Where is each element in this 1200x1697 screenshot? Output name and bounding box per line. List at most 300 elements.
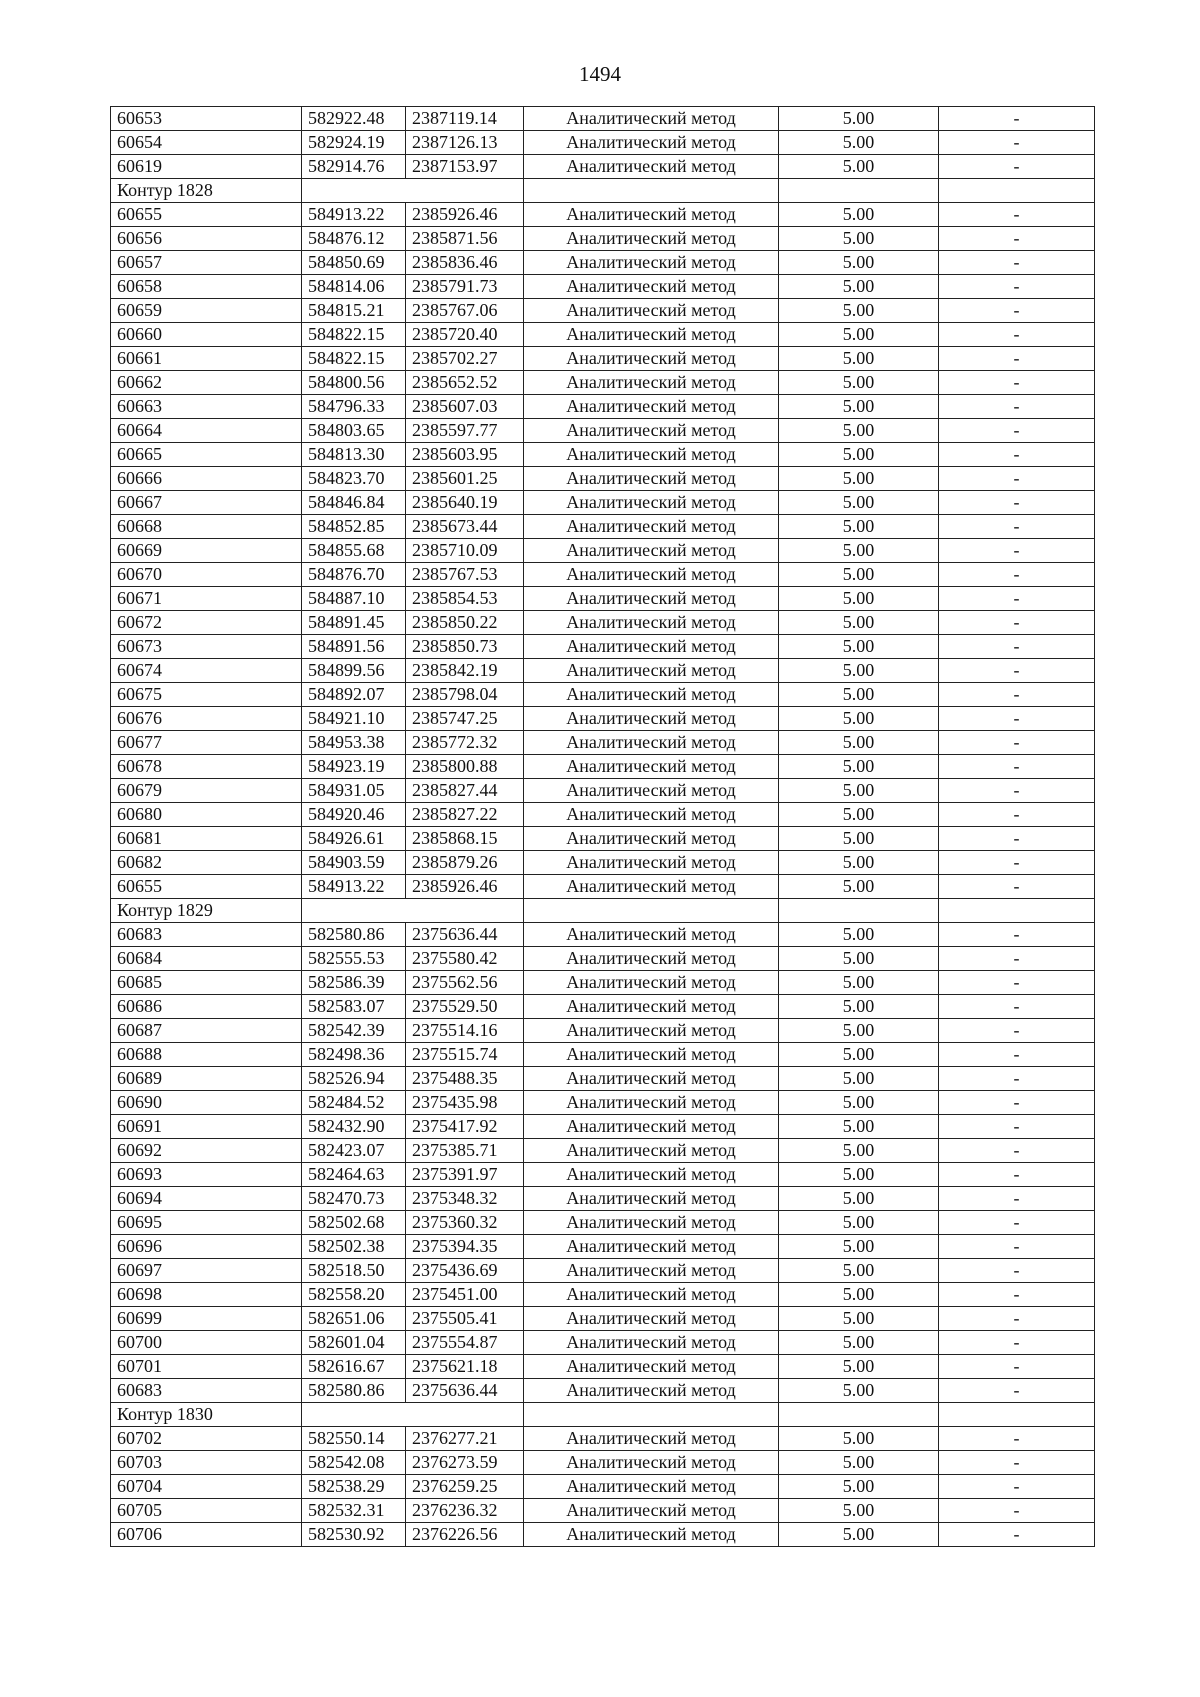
note-cell: -: [939, 1235, 1095, 1259]
point-id-cell: 60663: [111, 395, 302, 419]
point-id-cell: 60681: [111, 827, 302, 851]
method-cell: Аналитический метод: [524, 251, 779, 275]
point-id-cell: 60698: [111, 1283, 302, 1307]
empty-cell: [302, 1403, 524, 1427]
accuracy-cell: 5.00: [779, 1211, 939, 1235]
method-cell: Аналитический метод: [524, 851, 779, 875]
method-cell: Аналитический метод: [524, 467, 779, 491]
table-row: [111, 1115, 1095, 1139]
y-coordinate-cell: 2385926.46: [406, 875, 524, 899]
y-coordinate-cell: 2375529.50: [406, 995, 524, 1019]
y-coordinate-cell: 2375488.35: [406, 1067, 524, 1091]
table-row: [111, 1211, 1095, 1235]
accuracy-cell: 5.00: [779, 1187, 939, 1211]
x-coordinate-cell: 582464.63: [302, 1163, 406, 1187]
table-row: [111, 779, 1095, 803]
x-coordinate-cell: 584815.21: [302, 299, 406, 323]
accuracy-cell: 5.00: [779, 659, 939, 683]
table-row: [111, 1451, 1095, 1475]
accuracy-cell: 5.00: [779, 683, 939, 707]
table-row: [111, 371, 1095, 395]
table-row: [111, 995, 1095, 1019]
method-cell: Аналитический метод: [524, 1211, 779, 1235]
method-cell: Аналитический метод: [524, 1379, 779, 1403]
table-row: [111, 1067, 1095, 1091]
x-coordinate-cell: 582616.67: [302, 1355, 406, 1379]
y-coordinate-cell: 2385791.73: [406, 275, 524, 299]
x-coordinate-cell: 582914.76: [302, 155, 406, 179]
method-cell: Аналитический метод: [524, 1235, 779, 1259]
point-id-cell: 60695: [111, 1211, 302, 1235]
accuracy-cell: 5.00: [779, 1283, 939, 1307]
y-coordinate-cell: 2385926.46: [406, 203, 524, 227]
y-coordinate-cell: 2385827.44: [406, 779, 524, 803]
accuracy-cell: 5.00: [779, 155, 939, 179]
point-id-cell: 60658: [111, 275, 302, 299]
method-cell: Аналитический метод: [524, 515, 779, 539]
method-cell: Аналитический метод: [524, 1307, 779, 1331]
y-coordinate-cell: 2385842.19: [406, 659, 524, 683]
note-cell: -: [939, 275, 1095, 299]
accuracy-cell: 5.00: [779, 1379, 939, 1403]
note-cell: -: [939, 155, 1095, 179]
note-cell: -: [939, 131, 1095, 155]
method-cell: Аналитический метод: [524, 1499, 779, 1523]
y-coordinate-cell: 2376226.56: [406, 1523, 524, 1547]
accuracy-cell: 5.00: [779, 1523, 939, 1547]
empty-cell: [939, 899, 1095, 923]
accuracy-cell: 5.00: [779, 131, 939, 155]
accuracy-cell: 5.00: [779, 251, 939, 275]
y-coordinate-cell: 2375621.18: [406, 1355, 524, 1379]
note-cell: -: [939, 323, 1095, 347]
y-coordinate-cell: 2375360.32: [406, 1211, 524, 1235]
accuracy-cell: 5.00: [779, 851, 939, 875]
coordinates-table-body: [111, 107, 1095, 1547]
point-id-cell: 60666: [111, 467, 302, 491]
method-cell: Аналитический метод: [524, 563, 779, 587]
note-cell: -: [939, 611, 1095, 635]
y-coordinate-cell: 2387153.97: [406, 155, 524, 179]
table-row: [111, 443, 1095, 467]
table-row: [111, 107, 1095, 131]
x-coordinate-cell: 582924.19: [302, 131, 406, 155]
note-cell: -: [939, 683, 1095, 707]
note-cell: -: [939, 395, 1095, 419]
x-coordinate-cell: 584913.22: [302, 203, 406, 227]
point-id-cell: 60686: [111, 995, 302, 1019]
y-coordinate-cell: 2375451.00: [406, 1283, 524, 1307]
method-cell: Аналитический метод: [524, 755, 779, 779]
note-cell: -: [939, 851, 1095, 875]
accuracy-cell: 5.00: [779, 947, 939, 971]
x-coordinate-cell: 584892.07: [302, 683, 406, 707]
point-id-cell: 60680: [111, 803, 302, 827]
accuracy-cell: 5.00: [779, 923, 939, 947]
note-cell: -: [939, 467, 1095, 491]
x-coordinate-cell: 582583.07: [302, 995, 406, 1019]
contour-label: Контур 1828: [111, 179, 302, 203]
table-row: [111, 1307, 1095, 1331]
point-id-cell: 60654: [111, 131, 302, 155]
table-row: [111, 971, 1095, 995]
x-coordinate-cell: 582432.90: [302, 1115, 406, 1139]
y-coordinate-cell: 2385710.09: [406, 539, 524, 563]
x-coordinate-cell: 582538.29: [302, 1475, 406, 1499]
empty-cell: [939, 179, 1095, 203]
empty-cell: [939, 1403, 1095, 1427]
method-cell: Аналитический метод: [524, 1091, 779, 1115]
note-cell: -: [939, 203, 1095, 227]
accuracy-cell: 5.00: [779, 1475, 939, 1499]
x-coordinate-cell: 582518.50: [302, 1259, 406, 1283]
note-cell: -: [939, 1499, 1095, 1523]
y-coordinate-cell: 2385652.52: [406, 371, 524, 395]
point-id-cell: 60677: [111, 731, 302, 755]
method-cell: Аналитический метод: [524, 587, 779, 611]
note-cell: -: [939, 515, 1095, 539]
accuracy-cell: 5.00: [779, 1259, 939, 1283]
note-cell: -: [939, 1019, 1095, 1043]
note-cell: -: [939, 1379, 1095, 1403]
y-coordinate-cell: 2375554.87: [406, 1331, 524, 1355]
method-cell: Аналитический метод: [524, 323, 779, 347]
point-id-cell: 60660: [111, 323, 302, 347]
y-coordinate-cell: 2375391.97: [406, 1163, 524, 1187]
method-cell: Аналитический метод: [524, 131, 779, 155]
x-coordinate-cell: 582580.86: [302, 1379, 406, 1403]
note-cell: -: [939, 419, 1095, 443]
x-coordinate-cell: 584953.38: [302, 731, 406, 755]
x-coordinate-cell: 584920.46: [302, 803, 406, 827]
accuracy-cell: 5.00: [779, 323, 939, 347]
note-cell: -: [939, 347, 1095, 371]
point-id-cell: 60688: [111, 1043, 302, 1067]
y-coordinate-cell: 2385836.46: [406, 251, 524, 275]
note-cell: -: [939, 707, 1095, 731]
x-coordinate-cell: 584852.85: [302, 515, 406, 539]
note-cell: -: [939, 1475, 1095, 1499]
y-coordinate-cell: 2375515.74: [406, 1043, 524, 1067]
note-cell: -: [939, 1091, 1095, 1115]
y-coordinate-cell: 2375385.71: [406, 1139, 524, 1163]
accuracy-cell: 5.00: [779, 875, 939, 899]
note-cell: -: [939, 971, 1095, 995]
y-coordinate-cell: 2385603.95: [406, 443, 524, 467]
point-id-cell: 60675: [111, 683, 302, 707]
table-row: [111, 155, 1095, 179]
table-row: [111, 323, 1095, 347]
y-coordinate-cell: 2385868.15: [406, 827, 524, 851]
table-row: [111, 395, 1095, 419]
note-cell: -: [939, 731, 1095, 755]
table-row: [111, 755, 1095, 779]
table-row: [111, 1475, 1095, 1499]
table-row: [111, 1523, 1095, 1547]
y-coordinate-cell: 2375417.92: [406, 1115, 524, 1139]
point-id-cell: 60676: [111, 707, 302, 731]
note-cell: -: [939, 1187, 1095, 1211]
method-cell: Аналитический метод: [524, 947, 779, 971]
accuracy-cell: 5.00: [779, 1427, 939, 1451]
table-row: [111, 1283, 1095, 1307]
x-coordinate-cell: 584876.12: [302, 227, 406, 251]
table-row: [111, 683, 1095, 707]
x-coordinate-cell: 582601.04: [302, 1331, 406, 1355]
method-cell: Аналитический метод: [524, 971, 779, 995]
point-id-cell: 60699: [111, 1307, 302, 1331]
method-cell: Аналитический метод: [524, 1427, 779, 1451]
point-id-cell: 60669: [111, 539, 302, 563]
accuracy-cell: 5.00: [779, 827, 939, 851]
accuracy-cell: 5.00: [779, 419, 939, 443]
x-coordinate-cell: 584822.15: [302, 347, 406, 371]
point-id-cell: 60700: [111, 1331, 302, 1355]
table-row: [111, 611, 1095, 635]
note-cell: -: [939, 1427, 1095, 1451]
point-id-cell: 60679: [111, 779, 302, 803]
note-cell: -: [939, 923, 1095, 947]
accuracy-cell: 5.00: [779, 1451, 939, 1475]
accuracy-cell: 5.00: [779, 539, 939, 563]
point-id-cell: 60656: [111, 227, 302, 251]
table-row: [111, 731, 1095, 755]
point-id-cell: 60657: [111, 251, 302, 275]
accuracy-cell: 5.00: [779, 587, 939, 611]
y-coordinate-cell: 2385607.03: [406, 395, 524, 419]
x-coordinate-cell: 584850.69: [302, 251, 406, 275]
table-row: [111, 131, 1095, 155]
note-cell: -: [939, 1163, 1095, 1187]
method-cell: Аналитический метод: [524, 1019, 779, 1043]
x-coordinate-cell: 584887.10: [302, 587, 406, 611]
x-coordinate-cell: 582532.31: [302, 1499, 406, 1523]
method-cell: Аналитический метод: [524, 1283, 779, 1307]
table-row: [111, 1091, 1095, 1115]
method-cell: Аналитический метод: [524, 1115, 779, 1139]
accuracy-cell: 5.00: [779, 1307, 939, 1331]
point-id-cell: 60706: [111, 1523, 302, 1547]
table-row: [111, 1235, 1095, 1259]
point-id-cell: 60703: [111, 1451, 302, 1475]
point-id-cell: 60705: [111, 1499, 302, 1523]
y-coordinate-cell: 2375636.44: [406, 1379, 524, 1403]
x-coordinate-cell: 584891.45: [302, 611, 406, 635]
point-id-cell: 60693: [111, 1163, 302, 1187]
y-coordinate-cell: 2387126.13: [406, 131, 524, 155]
x-coordinate-cell: 584926.61: [302, 827, 406, 851]
point-id-cell: 60670: [111, 563, 302, 587]
note-cell: -: [939, 827, 1095, 851]
accuracy-cell: 5.00: [779, 491, 939, 515]
method-cell: Аналитический метод: [524, 1187, 779, 1211]
x-coordinate-cell: 582542.39: [302, 1019, 406, 1043]
accuracy-cell: 5.00: [779, 563, 939, 587]
x-coordinate-cell: 582526.94: [302, 1067, 406, 1091]
table-row: [111, 491, 1095, 515]
table-row: [111, 1259, 1095, 1283]
point-id-cell: 60685: [111, 971, 302, 995]
y-coordinate-cell: 2385702.27: [406, 347, 524, 371]
method-cell: Аналитический метод: [524, 347, 779, 371]
method-cell: Аналитический метод: [524, 779, 779, 803]
contour-header-row: [111, 899, 1095, 923]
note-cell: -: [939, 995, 1095, 1019]
method-cell: Аналитический метод: [524, 1331, 779, 1355]
note-cell: -: [939, 1043, 1095, 1067]
page-number: 1494: [579, 62, 621, 86]
point-id-cell: 60702: [111, 1427, 302, 1451]
accuracy-cell: 5.00: [779, 1115, 939, 1139]
y-coordinate-cell: 2385850.22: [406, 611, 524, 635]
x-coordinate-cell: 582423.07: [302, 1139, 406, 1163]
method-cell: Аналитический метод: [524, 1355, 779, 1379]
x-coordinate-cell: 584899.56: [302, 659, 406, 683]
method-cell: Аналитический метод: [524, 731, 779, 755]
note-cell: -: [939, 1355, 1095, 1379]
note-cell: -: [939, 1523, 1095, 1547]
x-coordinate-cell: 584813.30: [302, 443, 406, 467]
accuracy-cell: 5.00: [779, 347, 939, 371]
point-id-cell: 60674: [111, 659, 302, 683]
note-cell: -: [939, 563, 1095, 587]
method-cell: Аналитический метод: [524, 539, 779, 563]
x-coordinate-cell: 584931.05: [302, 779, 406, 803]
method-cell: Аналитический метод: [524, 1259, 779, 1283]
y-coordinate-cell: 2385871.56: [406, 227, 524, 251]
x-coordinate-cell: 582555.53: [302, 947, 406, 971]
table-row: [111, 1379, 1095, 1403]
method-cell: Аналитический метод: [524, 659, 779, 683]
table-row: [111, 1355, 1095, 1379]
table-row: [111, 947, 1095, 971]
accuracy-cell: 5.00: [779, 227, 939, 251]
point-id-cell: 60687: [111, 1019, 302, 1043]
y-coordinate-cell: 2375435.98: [406, 1091, 524, 1115]
note-cell: -: [939, 107, 1095, 131]
method-cell: Аналитический метод: [524, 419, 779, 443]
y-coordinate-cell: 2375580.42: [406, 947, 524, 971]
accuracy-cell: 5.00: [779, 1091, 939, 1115]
x-coordinate-cell: 582651.06: [302, 1307, 406, 1331]
point-id-cell: 60704: [111, 1475, 302, 1499]
y-coordinate-cell: 2385850.73: [406, 635, 524, 659]
accuracy-cell: 5.00: [779, 971, 939, 995]
contour-label: Контур 1829: [111, 899, 302, 923]
accuracy-cell: 5.00: [779, 1499, 939, 1523]
note-cell: -: [939, 779, 1095, 803]
accuracy-cell: 5.00: [779, 611, 939, 635]
accuracy-cell: 5.00: [779, 107, 939, 131]
table-row: [111, 1187, 1095, 1211]
x-coordinate-cell: 584891.56: [302, 635, 406, 659]
note-cell: -: [939, 659, 1095, 683]
note-cell: -: [939, 1211, 1095, 1235]
accuracy-cell: 5.00: [779, 1235, 939, 1259]
point-id-cell: 60655: [111, 875, 302, 899]
point-id-cell: 60662: [111, 371, 302, 395]
empty-cell: [779, 1403, 939, 1427]
method-cell: Аналитический метод: [524, 491, 779, 515]
note-cell: -: [939, 1307, 1095, 1331]
x-coordinate-cell: 584921.10: [302, 707, 406, 731]
point-id-cell: 60655: [111, 203, 302, 227]
accuracy-cell: 5.00: [779, 803, 939, 827]
table-row: [111, 827, 1095, 851]
method-cell: Аналитический метод: [524, 635, 779, 659]
note-cell: -: [939, 371, 1095, 395]
method-cell: Аналитический метод: [524, 1451, 779, 1475]
method-cell: Аналитический метод: [524, 1043, 779, 1067]
point-id-cell: 60696: [111, 1235, 302, 1259]
note-cell: -: [939, 1451, 1095, 1475]
accuracy-cell: 5.00: [779, 467, 939, 491]
note-cell: -: [939, 803, 1095, 827]
table-row: [111, 851, 1095, 875]
note-cell: -: [939, 635, 1095, 659]
y-coordinate-cell: 2375394.35: [406, 1235, 524, 1259]
y-coordinate-cell: 2385798.04: [406, 683, 524, 707]
method-cell: Аналитический метод: [524, 227, 779, 251]
method-cell: Аналитический метод: [524, 1139, 779, 1163]
y-coordinate-cell: 2375562.56: [406, 971, 524, 995]
x-coordinate-cell: 582470.73: [302, 1187, 406, 1211]
method-cell: Аналитический метод: [524, 995, 779, 1019]
table-row: [111, 1427, 1095, 1451]
y-coordinate-cell: 2385827.22: [406, 803, 524, 827]
point-id-cell: 60689: [111, 1067, 302, 1091]
contour-header-row: [111, 179, 1095, 203]
method-cell: Аналитический метод: [524, 203, 779, 227]
y-coordinate-cell: 2385673.44: [406, 515, 524, 539]
table-row: [111, 467, 1095, 491]
point-id-cell: 60661: [111, 347, 302, 371]
note-cell: -: [939, 755, 1095, 779]
table-row: [111, 1163, 1095, 1187]
x-coordinate-cell: 584822.15: [302, 323, 406, 347]
y-coordinate-cell: 2385601.25: [406, 467, 524, 491]
point-id-cell: 60672: [111, 611, 302, 635]
note-cell: -: [939, 443, 1095, 467]
accuracy-cell: 5.00: [779, 635, 939, 659]
method-cell: Аналитический метод: [524, 1523, 779, 1547]
table-row: [111, 1331, 1095, 1355]
method-cell: Аналитический метод: [524, 155, 779, 179]
point-id-cell: 60692: [111, 1139, 302, 1163]
accuracy-cell: 5.00: [779, 275, 939, 299]
note-cell: -: [939, 299, 1095, 323]
table-row: [111, 539, 1095, 563]
point-id-cell: 60668: [111, 515, 302, 539]
y-coordinate-cell: 2376277.21: [406, 1427, 524, 1451]
x-coordinate-cell: 584876.70: [302, 563, 406, 587]
x-coordinate-cell: 584796.33: [302, 395, 406, 419]
point-id-cell: 60684: [111, 947, 302, 971]
accuracy-cell: 5.00: [779, 1043, 939, 1067]
table-row: [111, 275, 1095, 299]
x-coordinate-cell: 584803.65: [302, 419, 406, 443]
y-coordinate-cell: 2385640.19: [406, 491, 524, 515]
table-row: [111, 659, 1095, 683]
contour-label: Контур 1830: [111, 1403, 302, 1427]
table-row: [111, 1139, 1095, 1163]
point-id-cell: 60683: [111, 1379, 302, 1403]
method-cell: Аналитический метод: [524, 707, 779, 731]
method-cell: Аналитический метод: [524, 875, 779, 899]
note-cell: -: [939, 227, 1095, 251]
x-coordinate-cell: 584913.22: [302, 875, 406, 899]
point-id-cell: 60682: [111, 851, 302, 875]
